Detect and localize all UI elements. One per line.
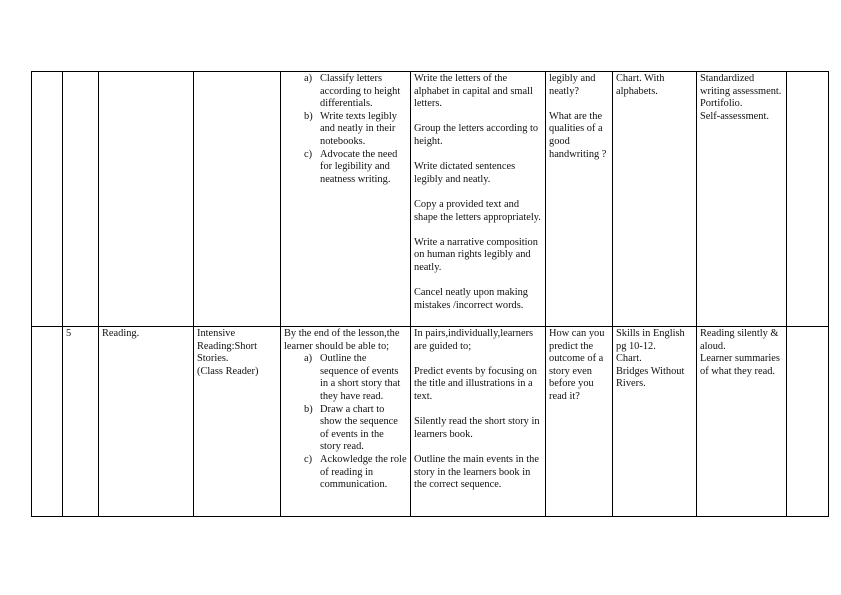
learning-outcomes-cell [281,72,411,327]
learning-experiences-cell [411,327,546,517]
lesson-cell: 5 [63,327,99,517]
experience-text: Predict events by focusing on the title and illustrations in a text. [414,365,537,402]
resources-text: Chart. With alphabets. [616,73,665,97]
resources-text: Bridges Without Rivers. [616,365,685,390]
outcome-item [284,73,407,111]
sub-strand-cell [194,327,281,517]
sub-strand-text: Intensive Reading:Short Stories. [197,328,258,365]
week-cell [32,72,63,327]
assessment-cell [697,72,787,327]
experience-text: Cancel neatly upon making mistakes /incorrect words. [414,287,528,311]
outcome-label: c) [304,453,313,465]
outcome-text: Outline the sequence of events in a short story that they have read. [320,353,401,402]
outcome-item [284,404,407,454]
sub-strand-text: (Class Reader) [197,365,259,377]
lesson-cell [63,72,99,327]
experience-text: Write a narrative composition on human rights legibly and neatly. [414,236,538,273]
learning-experiences-cell [411,72,546,327]
experience-text: In pairs,individually,learners are guided to; [414,328,534,352]
outcome-item [284,111,407,149]
outcome-label: a) [304,353,313,365]
outcomes-intro: By the end of the lesson,the learner should be able to; [284,328,400,352]
lesson-plan-table [31,71,829,517]
outcome-text: Draw a chart to show the sequence of events in the story read. [320,403,398,453]
assessment-text: Learner summaries of what they read. [700,353,780,377]
resources-cell [613,72,697,327]
experience-text: Group the letters according to height. [414,123,539,147]
outcome-item [284,353,407,403]
outcome-item [284,454,407,492]
resources-text: Chart. [616,353,642,365]
outcome-label: c) [304,148,313,160]
assessment-text: Portifolio. [700,98,743,110]
assessment-cell [697,327,787,517]
experience-text: Write dictated sentences legibly and neatly. [414,161,516,185]
outcome-item [284,149,407,187]
inquiry-text: legibly and neatly? [549,73,596,97]
assessment-text: Reading silently & aloud. [700,328,779,352]
outcome-text: Write texts legibly and neatly in their notebooks. [320,110,397,147]
outcome-label: a) [304,73,313,84]
outcome-text: Ackowledge the role of reading in communication. [320,453,407,491]
inquiry-text: How can you predict the outcome of a story even before you read it? [549,328,605,402]
remarks-cell [787,327,829,517]
inquiry-cell [546,72,613,327]
learning-outcomes-cell [281,327,411,517]
experience-text: Copy a provided text and shape the letters appropriately. [414,198,541,223]
strand-cell [99,72,194,327]
inquiry-cell [546,327,613,517]
experience-text: Write the letters of the alphabet in capital and small letters. [414,73,533,110]
resources-text: Skills in English pg 10-12. [616,328,685,352]
resources-cell [613,327,697,517]
experience-text: Outline the main events in the story in the learners book in the correct sequence. [414,453,539,491]
inquiry-text: What are the qualities of a good handwriting ? [549,110,607,160]
outcome-label: b) [304,110,313,122]
table-row [32,327,829,517]
week-cell [32,327,63,517]
strand-cell: Reading. [99,327,194,517]
remarks-cell [787,72,829,327]
experience-text: Silently read the short story in learners book. [414,416,540,440]
assessment-text: Self-assessment. [700,110,769,122]
table-row [32,72,829,327]
assessment-text: Standardized writing assessment. [700,73,782,97]
sub-strand-cell [194,72,281,327]
outcome-text: Classify letters according to height differentials. [320,73,401,110]
outcome-text: Advocate the need for legibility and neatness writing. [320,148,398,185]
outcome-label: b) [304,403,313,415]
